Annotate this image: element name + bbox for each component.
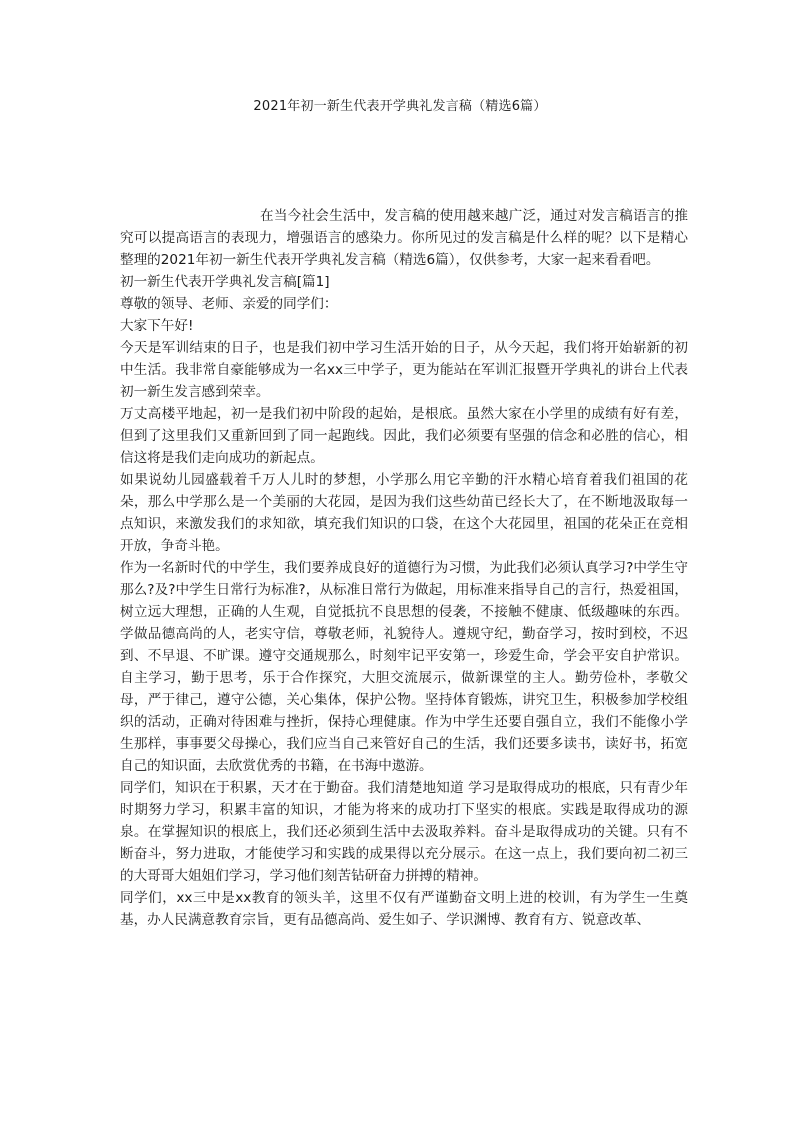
- greeting: 大家下午好!: [120, 318, 194, 334]
- body-paragraph: 今天是军训结束的日子，也是我们初中学习生活开始的日子，从今天起，我们将开始崭新的初中生活。我非常自豪能够成为一名xx三中学子，更为能站在军训汇报暨开学典礼的讲台上代表初一新生发言感到荣幸。: [120, 340, 688, 400]
- section-heading: 初一新生代表开学典礼发言稿[篇1]: [120, 274, 330, 290]
- body-paragraph: 万丈高楼平地起，初一是我们初中阶段的起始，是根底。虽然大家在小学里的成绩有好有差，但到了这里我们又重新回到了同一起跑线。因此，我们必须要有坚强的信念和必胜的信心，相信这将是我们走向成功的新起点。: [120, 406, 688, 466]
- document-body: [120, 205, 688, 931]
- document-title: 2021年初一新生代表开学典礼发言稿（精选6篇）: [253, 99, 547, 114]
- intro-paragraph: 在当今社会生活中，发言稿的使用越来越广泛，通过对发言稿语言的推究可以提高语言的表现力，增强语言的感染力。你所见过的发言稿是什么样的呢？以下是精心整理的2021年初一新生代表开学典礼发言稿（精选6篇），仅供参考，大家一起来看看吧。: [120, 208, 688, 268]
- body-paragraph: 同学们，知识在于积累，天才在于勤奋。我们清楚地知道 学习是取得成功的根底，只有青少年时期努力学习，积累丰富的知识，才能为将来的成功打下坚实的根底。实践是取得成功的源泉。在掌握知识的根底上，我们还必须到生活中去汲取养料。奋斗是取得成功的关键。只有不断奋斗，努力进取，才能使学习和实践的成果得以充分展示。在这一点上，我们要向初二初三的大哥哥大姐姐们学习，学习他们刻苦钻研奋力拼搏的精神。: [120, 780, 688, 884]
- salutation: 尊敬的领导、老师、亲爱的同学们：: [120, 296, 338, 312]
- body-paragraph: 如果说幼儿园盛载着千万人儿时的梦想，小学那么用它辛勤的汗水精心培育着我们祖国的花朵，那么中学那么是一个美丽的大花园，是因为我们这些幼苗已经长大了，在不断地汲取每一点知识，来激发我们的求知欲，填充我们知识的口袋，在这个大花园里，祖国的花朵正在竞相开放，争奇斗艳。: [120, 472, 688, 554]
- body-paragraph: 同学们，xx三中是xx教育的领头羊，这里不仅有严谨勤奋文明上进的校训，有为学生一生奠基，办人民满意教育宗旨，更有品德高尚、爱生如子、学识渊博、教育有方、锐意改革、: [120, 890, 688, 928]
- body-paragraph: 作为一名新时代的中学生，我们要养成良好的道德行为习惯，为此我们必须认真学习?中学生守那么?及?中学生日常行为标准?，从标准日常行为做起，用标准来指导自己的言行，热爱祖国，树立远大理想，正确的人生观，自觉抵抗不良思想的侵袭，不接触不健康、低级趣味的东西。学做品德高尚的人，老实守信，尊敬老师，礼貌待人。遵规守纪，勤奋学习，按时到校，不迟到、不早退、不旷课。遵守交通规那么，时刻牢记平安第一，珍爱生命，学会平安自护常识。自主学习，勤于思考，乐于合作探究，大胆交流展示，做新课堂的主人。勤劳俭朴，孝敬父母，严于律己，遵守公德，关心集体，保护公物。坚持体育锻炼，讲究卫生，积极参加学校组织的活动，正确对待困难与挫折，保持心理健康。作为中学生还要自强自立，我们不能像小学生那样，事事要父母操心，我们应当自己来管好自己的生活，我们还要多读书，读好书，拓宽自己的知识面，去欣赏优秀的书籍，在书海中遨游。: [120, 560, 688, 774]
